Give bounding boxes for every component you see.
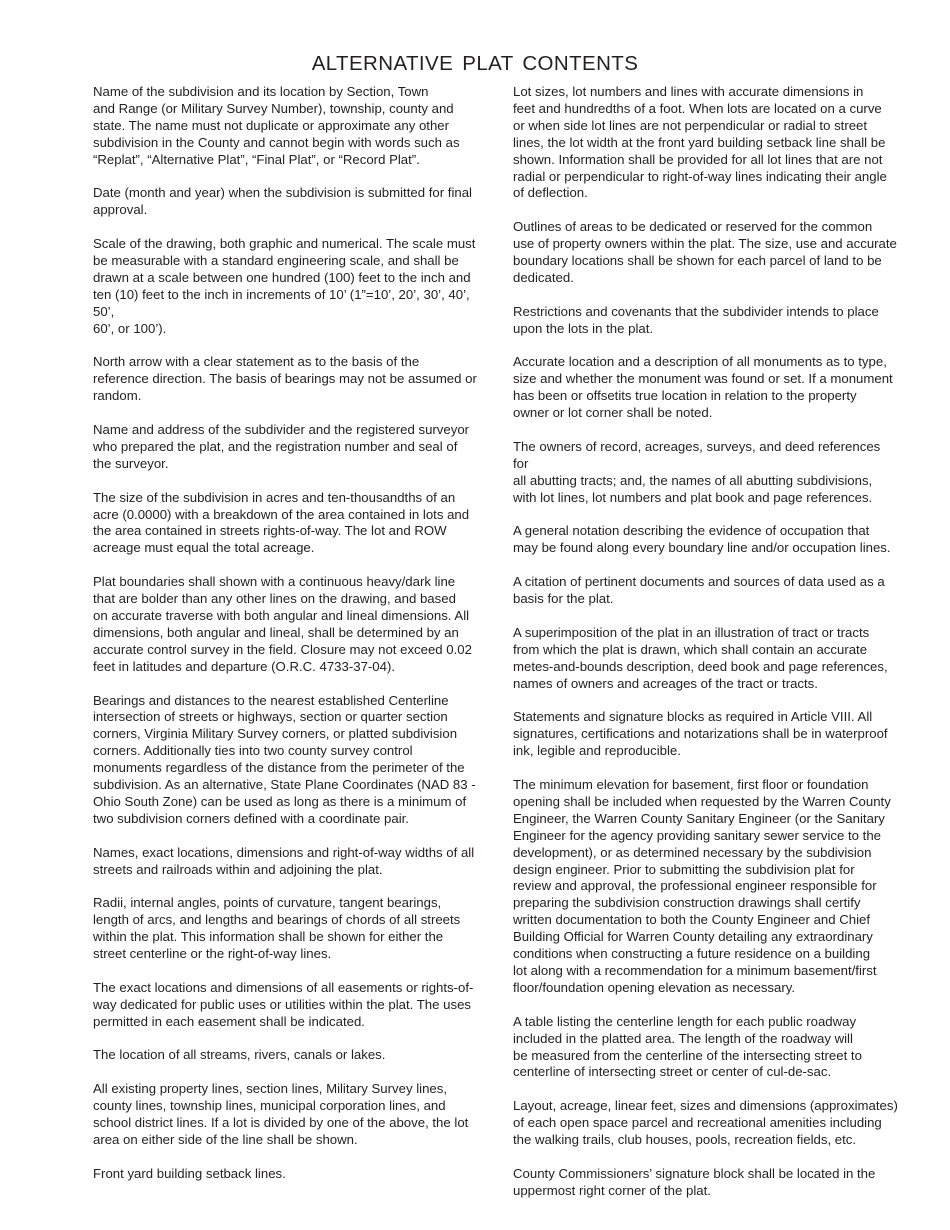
text-line: has been or offsetits true location in relation to the property bbox=[513, 388, 857, 404]
text-line: ten (10) feet to the inch in increments of 10’ (1”=10’, 20’, 30’, 40’, 50’, bbox=[93, 286, 470, 319]
text-line: All existing property lines, section lines, Military Survey lines, bbox=[93, 1081, 448, 1097]
text-line: centerline of intersecting street or center of cul-de-sac. bbox=[513, 1064, 832, 1080]
text-line: boundary locations shall be shown for each parcel of land to be bbox=[513, 253, 882, 269]
text-line: length of arcs, and lengths and bearings of chords of all streets bbox=[93, 912, 461, 928]
text-line: Lot sizes, lot numbers and lines with accurate dimensions in bbox=[513, 84, 864, 99]
text-line: acre (0.0000) with a breakdown of the area contained in lots and bbox=[93, 506, 470, 522]
text-line: size and whether the monument was found or set. If a monument bbox=[513, 371, 893, 387]
text-line: state. The name must not duplicate or approximate any other bbox=[93, 117, 450, 133]
text-line: metes-and-bounds description, deed book and page references, bbox=[513, 658, 888, 674]
paragraph bbox=[93, 895, 477, 963]
text-line: the area contained in streets rights-of-way. The lot and ROW bbox=[93, 523, 447, 539]
paragraph bbox=[93, 980, 477, 1031]
text-line: A table listing the centerline length for each public roadway bbox=[513, 1013, 857, 1029]
paragraph bbox=[93, 845, 477, 879]
text-line: Plat boundaries shall shown with a continuous heavy/dark line bbox=[93, 574, 456, 590]
paragraph bbox=[513, 304, 899, 338]
paragraph bbox=[93, 1166, 477, 1183]
text-line: feet and hundredths of a foot. When lots are located on a curve bbox=[513, 100, 882, 116]
text-line: permitted in each easement shall be indicated. bbox=[93, 1013, 365, 1029]
text-line: 60’, or 100’). bbox=[93, 320, 167, 336]
text-line: Engineer for the agency providing sanitary sewer service to the bbox=[513, 827, 881, 843]
text-line: be measurable with a standard engineering scale, and shall be bbox=[93, 253, 459, 269]
text-line: Radii, internal angles, points of curvature, tangent bearings, bbox=[93, 895, 442, 911]
text-line: feet in latitudes and departure (O.R.C. 4733-37-04). bbox=[93, 658, 396, 674]
text-line: way dedicated for public uses or utilities within the plat. The uses bbox=[93, 996, 472, 1012]
paragraph bbox=[513, 1166, 899, 1200]
paragraph bbox=[513, 574, 899, 608]
text-line: Building Official for Warren County detailing any extraordinary bbox=[513, 929, 873, 945]
text-line: included in the platted area. The length of the roadway will bbox=[513, 1030, 853, 1046]
paragraph bbox=[513, 84, 899, 202]
text-line: may be found along every boundary line and/or occupation lines. bbox=[513, 540, 891, 556]
paragraph bbox=[513, 1014, 899, 1082]
text-line: random. bbox=[93, 388, 142, 404]
paragraph bbox=[513, 777, 899, 997]
text-line: area on either side of the line shall be shown. bbox=[93, 1132, 358, 1147]
text-line: Ohio South Zone) can be used as long as there is a minimum of bbox=[93, 793, 467, 809]
text-line: The location of all streams, rivers, canals or lakes. bbox=[93, 1047, 386, 1063]
text-line: basis for the plat. bbox=[513, 591, 614, 607]
text-line: school district lines. If a lot is divided by one of the above, the lot bbox=[93, 1115, 469, 1131]
text-line: names of owners and acreages of the tract or tracts. bbox=[513, 675, 818, 691]
text-line: preparing the subdivision construction drawings shall certify bbox=[513, 895, 861, 911]
text-line: development), or as determined necessary by the subdivision bbox=[513, 844, 872, 860]
paragraph bbox=[93, 185, 477, 219]
text-line: ink, legible and reproducible. bbox=[513, 743, 681, 759]
text-line: dedicated. bbox=[513, 269, 574, 285]
text-line: Front yard building setback lines. bbox=[93, 1165, 286, 1181]
text-line: Restrictions and covenants that the subdivider intends to place bbox=[513, 303, 879, 319]
text-line: opening shall be included when requested by the Warren County bbox=[513, 793, 891, 809]
text-line: acreage must equal the total acreage. bbox=[93, 540, 315, 556]
text-line: lot along with a recommendation for a minimum basement/first bbox=[513, 962, 877, 978]
text-line: A general notation describing the evidence of occupation that bbox=[513, 523, 870, 539]
text-line: North arrow with a clear statement as to the basis of the bbox=[93, 354, 420, 370]
text-line: all abutting tracts; and, the names of all abutting subdivisions, bbox=[513, 472, 873, 488]
paragraph bbox=[93, 693, 477, 828]
text-line: review and approval, the professional engineer responsible for bbox=[513, 878, 877, 894]
text-line: shown. Information shall be provided for all lot lines that are not bbox=[513, 151, 883, 167]
text-line: written documentation to both the County Engineer and Chief bbox=[513, 912, 871, 928]
paragraph bbox=[93, 574, 477, 675]
paragraph bbox=[513, 709, 899, 760]
text-line: or when side lot lines are not perpendicular or radial to street bbox=[513, 117, 868, 133]
text-line: signatures, certifications and notarizations shall be in waterproof bbox=[513, 726, 888, 742]
text-line: use of property owners within the plat. The size, use and accurate bbox=[513, 236, 897, 252]
text-line: owner or lot corner shall be noted. bbox=[513, 405, 713, 421]
paragraph bbox=[513, 625, 899, 693]
text-line: Bearings and distances to the nearest established Centerline bbox=[93, 692, 449, 708]
text-line: the walking trails, club houses, pools, recreation fields, etc. bbox=[513, 1132, 857, 1148]
text-line: corners, Virginia Military Survey corners, or platted subdivision bbox=[93, 726, 458, 742]
text-line: dimensions, both angular and lineal, shall be determined by an bbox=[93, 624, 459, 640]
paragraph bbox=[93, 1081, 477, 1149]
paragraph bbox=[93, 422, 477, 473]
text-line: streets and railroads within and adjoining the plat. bbox=[93, 861, 383, 877]
text-line: drawn at a scale between one hundred (100) feet to the inch and bbox=[93, 269, 471, 285]
text-line: The owners of record, acreages, surveys, and deed references for bbox=[513, 438, 881, 471]
text-line: A citation of pertinent documents and sources of data used as a bbox=[513, 574, 885, 590]
paragraph bbox=[513, 354, 899, 422]
text-line: from which the plat is drawn, which shall contain an accurate bbox=[513, 641, 868, 657]
text-line: on accurate traverse with both angular and lineal dimensions. All bbox=[93, 608, 470, 623]
text-line: who prepared the plat, and the registration number and seal of bbox=[93, 438, 458, 454]
text-line: of deflection. bbox=[513, 185, 588, 201]
text-line: Engineer, the Warren County Sanitary Engineer (or the Sanitary bbox=[513, 810, 885, 826]
text-line: reference direction. The basis of bearings may not be assumed or bbox=[93, 371, 477, 387]
text-line: “Replat”, “Alternative Plat”, “Final Plat”, or “Record Plat”. bbox=[93, 151, 420, 167]
text-line: A superimposition of the plat in an illustration of tract or tracts bbox=[513, 624, 870, 640]
text-line: the surveyor. bbox=[93, 455, 169, 471]
left-column bbox=[93, 84, 477, 1200]
paragraph bbox=[93, 1047, 477, 1064]
text-line: The size of the subdivision in acres and ten-thousandths of an bbox=[93, 489, 456, 505]
paragraph bbox=[513, 523, 899, 557]
text-line: subdivision. As an alternative, State Plane Coordinates (NAD 83 - bbox=[93, 777, 476, 793]
text-line: with lot lines, lot numbers and plat book and page references. bbox=[513, 489, 873, 505]
text-line: county lines, township lines, municipal corporation lines, and bbox=[93, 1098, 446, 1114]
text-line: subdivision in the County and cannot begin with words such as bbox=[93, 134, 460, 150]
text-line: be measured from the centerline of the intersecting street to bbox=[513, 1047, 862, 1063]
paragraph bbox=[93, 354, 477, 405]
text-line: Name of the subdivision and its location by Section, Town bbox=[93, 84, 429, 99]
text-line: The exact locations and dimensions of all easements or rights-of- bbox=[93, 979, 474, 995]
text-line: Names, exact locations, dimensions and right-of-way widths of all bbox=[93, 844, 475, 860]
text-line: floor/foundation opening elevation as necessary. bbox=[513, 979, 796, 995]
text-line: corners. Additionally ties into two county survey control bbox=[93, 743, 413, 759]
text-line: Outlines of areas to be dedicated or reserved for the common bbox=[513, 219, 873, 235]
paragraph bbox=[513, 439, 899, 507]
text-line: radial or perpendicular to right-of-way lines indicating their angle bbox=[513, 168, 887, 184]
text-line: monuments regardless of the distance from the perimeter of the bbox=[93, 760, 465, 776]
text-line: and Range (or Military Survey Number), township, county and bbox=[93, 100, 454, 116]
paragraph bbox=[93, 490, 477, 558]
page-title: ALTERNATIVE PLAT CONTENTS bbox=[311, 52, 639, 75]
text-line: intersection of streets or highways, section or quarter section bbox=[93, 709, 448, 725]
paragraph bbox=[93, 236, 477, 337]
text-line: that are bolder than any other lines on the drawing, and based bbox=[93, 591, 456, 607]
text-line: Scale of the drawing, both graphic and numerical. The scale must bbox=[93, 236, 476, 252]
text-line: uppermost right corner of the plat. bbox=[513, 1182, 711, 1198]
text-line: conditions when constructing a future residence on a building bbox=[513, 946, 871, 962]
text-line: Statements and signature blocks as required in Article VIII. All bbox=[513, 709, 873, 725]
text-line: County Commissioners’ signature block shall be located in the bbox=[513, 1165, 876, 1181]
right-column bbox=[513, 84, 899, 1217]
text-line: lines, the lot width at the front yard building setback line shall be bbox=[513, 134, 886, 150]
text-line: of each open space parcel and recreational amenities including bbox=[513, 1115, 882, 1131]
text-line: design engineer. Prior to submitting the subdivision plat for bbox=[513, 861, 855, 877]
text-line: Layout, acreage, linear feet, sizes and dimensions (approximates) bbox=[513, 1098, 898, 1114]
text-line: two subdivision corners defined with a coordinate pair. bbox=[93, 810, 409, 826]
text-line: street centerline or the right-of-way lines. bbox=[93, 946, 332, 962]
text-line: The minimum elevation for basement, first floor or foundation bbox=[513, 777, 869, 793]
paragraph bbox=[513, 1098, 899, 1149]
text-line: accurate control survey in the field. Closure may not exceed 0.02 bbox=[93, 641, 472, 657]
text-line: upon the lots in the plat. bbox=[513, 320, 654, 336]
text-line: Date (month and year) when the subdivision is submitted for final bbox=[93, 185, 472, 201]
paragraph bbox=[513, 219, 899, 287]
text-line: Name and address of the subdivider and the registered surveyor bbox=[93, 422, 470, 438]
text-line: Accurate location and a description of all monuments as to type, bbox=[513, 354, 887, 370]
paragraph bbox=[93, 84, 477, 169]
text-line: approval. bbox=[93, 202, 148, 218]
text-line: within the plat. This information shall be shown for either the bbox=[93, 929, 444, 945]
